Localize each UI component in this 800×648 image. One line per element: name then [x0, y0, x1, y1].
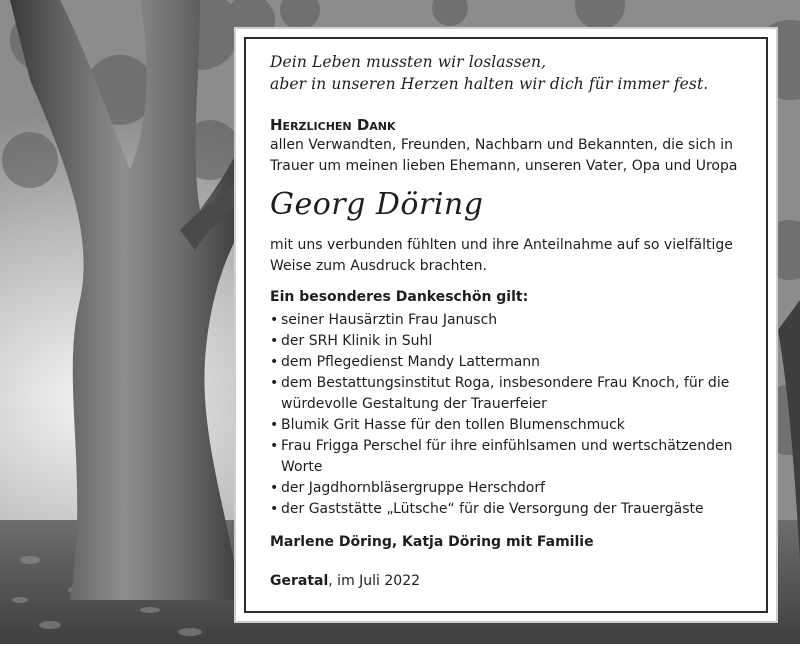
list-item — [270, 331, 770, 352]
list-item-text: Blumik Grit Hasse für den tollen Blumenschmuck — [281, 417, 625, 433]
list-item — [270, 478, 770, 499]
place-date — [270, 571, 770, 592]
list-item-text: der Jagdhornbläsergruppe Herschdorf — [281, 480, 546, 496]
list-item-text: der Gaststätte „Lütsche“ für die Versorgung der Trauergäste — [281, 501, 704, 517]
list-item — [270, 310, 770, 331]
list-item — [270, 352, 770, 373]
motto-line: aber in unseren Herzen halten wir dich für immer fest. — [270, 75, 709, 93]
condolence-line: Weise zum Ausdruck brachten. — [270, 258, 487, 274]
special-thanks-heading: Ein besonderes Dankeschön gilt: — [270, 289, 529, 305]
notice-panel — [234, 27, 778, 623]
signature: Marlene Döring, Katja Döring mit Familie — [270, 534, 594, 550]
deceased-name: Georg Döring — [270, 187, 484, 222]
condolence-text — [270, 235, 770, 277]
date: , im Juli 2022 — [328, 573, 421, 589]
list-item — [270, 373, 770, 415]
place: Geratal — [270, 573, 329, 589]
list-item-text: der SRH Klinik in Suhl — [281, 333, 433, 349]
list-item — [270, 436, 770, 478]
motto — [270, 51, 770, 95]
list-item-text: Frau Frigga Perschel für ihre einfühlsamen und wertschätzenden Worte — [281, 438, 733, 475]
notice-content — [270, 51, 770, 592]
thanks-heading: Herzlichen Dank — [270, 116, 396, 134]
intro-line: allen Verwandten, Freunden, Nachbarn und Bekannten, die sich in — [270, 137, 734, 153]
intro-text — [270, 135, 770, 177]
list-item — [270, 415, 770, 436]
list-item-text: • dem Bestattungsinstitut Roga, insbesondere Frau Knoch, für die — [281, 375, 730, 391]
list-item-text-continued: würdevolle Gestaltung der Trauerfeier — [281, 396, 547, 412]
motto-line: Dein Leben mussten wir loslassen, — [270, 53, 547, 71]
intro-line: Trauer um meinen lieben Ehemann, unseren Vater, Opa und Uropa — [270, 158, 738, 174]
list-item-text: dem Pflegedienst Mandy Lattermann — [281, 354, 541, 370]
list-item — [270, 499, 770, 520]
special-thanks-list — [270, 310, 770, 520]
condolence-line: mit uns verbunden fühlten und ihre Anteilnahme auf so vielfältige — [270, 237, 733, 253]
list-item-text: seiner Hausärztin Frau Janusch — [281, 312, 498, 328]
